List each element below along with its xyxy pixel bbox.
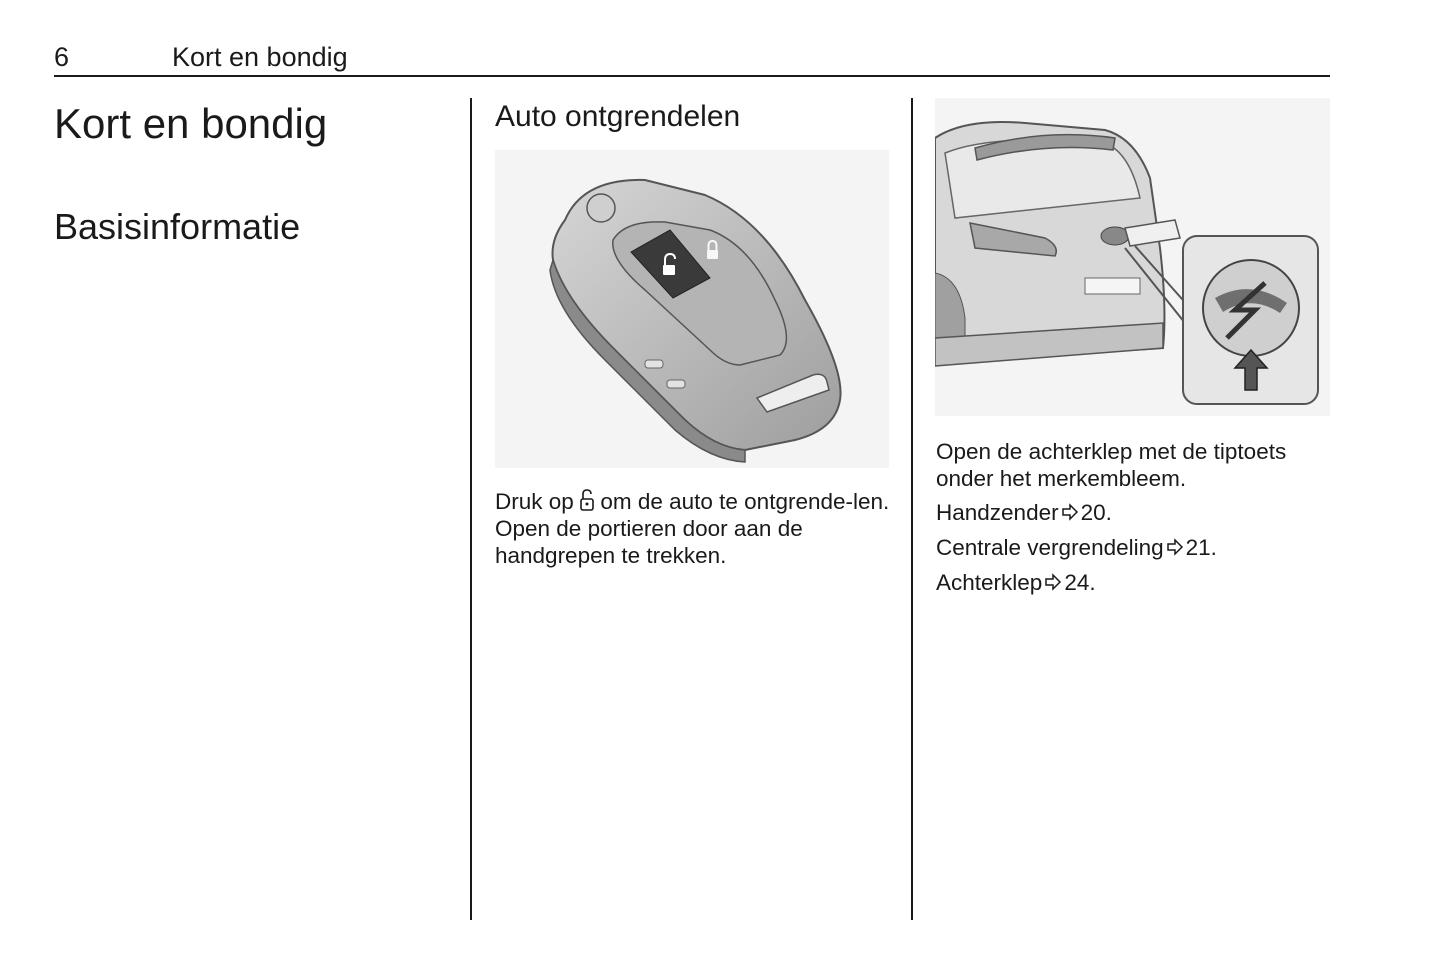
unlock-icon — [580, 489, 594, 511]
unlock-instructions — [495, 488, 895, 569]
unlock-text-end: om de auto te ontgrende-len. Open de portieren door aan de handgrepen te trekken. — [495, 489, 890, 568]
reference-page: 21. — [1185, 535, 1217, 560]
section-title: Basisinformatie — [54, 206, 301, 247]
page-reference[interactable] — [936, 570, 1096, 596]
tailgate-instructions: Open de achterklep met de tiptoets onder het merkembleem. — [936, 439, 1287, 491]
unlock-section-title: Auto ontgrendelen — [495, 100, 741, 133]
page-reference[interactable] — [936, 500, 1112, 526]
chapter-title: Kort en bondig — [54, 100, 328, 147]
reference-label: Achterklep — [936, 570, 1043, 595]
key-fob-illustration — [495, 150, 889, 468]
column-divider — [470, 98, 472, 920]
reference-label: Centrale vergrendeling — [936, 535, 1164, 560]
page-reference-arrow-icon — [1061, 503, 1079, 521]
page-reference-arrow-icon — [1044, 573, 1062, 591]
header-rule — [54, 75, 1330, 77]
running-header: Kort en bondig — [172, 42, 348, 72]
reference-label: Handzender — [936, 500, 1059, 525]
column-divider — [911, 98, 913, 920]
reference-page: 20. — [1080, 500, 1112, 525]
reference-page: 24. — [1064, 570, 1096, 595]
page-reference[interactable] — [936, 535, 1217, 561]
unlock-text-start: Druk op — [495, 489, 574, 514]
page-reference-arrow-icon — [1166, 538, 1184, 556]
tailgate-illustration — [935, 98, 1330, 416]
page-number: 6 — [54, 42, 70, 72]
